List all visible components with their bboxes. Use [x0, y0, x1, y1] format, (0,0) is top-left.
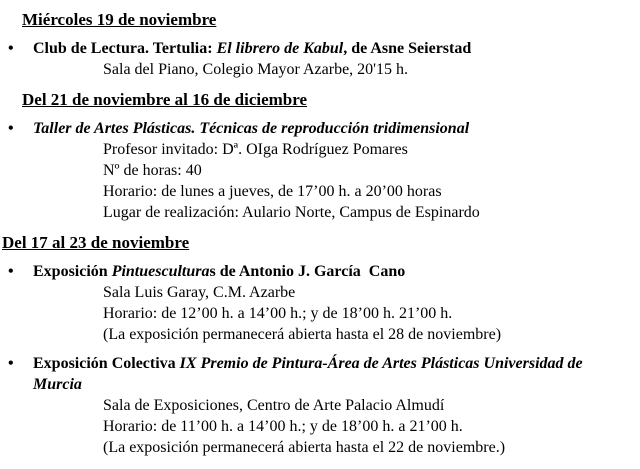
event-title	[33, 261, 624, 282]
section-heading-miercoles-19: Miércoles 19 de noviembre	[22, 10, 217, 29]
event-item-exposicion-colectiva	[0, 353, 624, 458]
detail-line: Horario: de 12’00 h. a 14’00 h.; y de 18’00 h. 21’00 h.	[103, 305, 453, 322]
event-item-exposicion-pintuesculturas	[0, 261, 624, 345]
title-segment: Club de Lectura. Tertulia:	[33, 40, 217, 57]
section-heading-del-17-al-23: Del 17 al 23 de noviembre	[2, 233, 190, 252]
title-segment: Exposición	[33, 263, 112, 280]
bullet-icon: •	[8, 120, 14, 137]
section-heading-del-21-nov: Del 21 de noviembre al 16 de diciembre	[22, 90, 308, 109]
detail-line: (La exposición permanecerá abierta hasta el 28 de noviembre)	[103, 326, 502, 343]
detail-line: Nº de horas: 40	[103, 162, 202, 179]
event-details	[103, 59, 624, 80]
event-details	[103, 282, 624, 345]
event-title	[33, 118, 624, 139]
event-details	[103, 395, 624, 458]
bullet-icon: •	[8, 355, 14, 372]
title-segment: Exposición Colectiva	[33, 355, 180, 372]
title-segment-italic: El librero de Kabul	[216, 40, 344, 57]
detail-line: Lugar de realización: Aulario Norte, Campus de Espinardo	[103, 204, 480, 221]
event-title	[33, 38, 624, 59]
detail-line: Horario: de lunes a jueves, de 17’00 h. a 20’00 horas	[103, 183, 442, 200]
title-segment-italic: Taller de Artes Plásticas. Técnicas de reproducción tridimensional	[33, 120, 470, 137]
event-details	[103, 139, 624, 223]
detail-line: Sala Luis Garay, C.M. Azarbe	[103, 284, 296, 301]
detail-line: Horario: de 11’00 h. a 14’00 h.; y de 18’00 h. a 21’00 h.	[103, 418, 463, 435]
event-title	[33, 353, 624, 395]
detail-line: (La exposición permanecerá abierta hasta el 22 de noviembre.)	[103, 439, 506, 456]
title-segment: , de Asne Seierstad	[343, 40, 472, 57]
bullet-icon: •	[8, 40, 14, 57]
title-segment-italic: IX Premio de Pintura-Área de Artes Plásticas Universidad de Murcia	[33, 355, 587, 393]
event-item-club-de-lectura	[0, 38, 624, 80]
detail-line: Sala de Exposiciones, Centro de Arte Palacio Almudí	[103, 397, 445, 414]
event-item-taller-artes-plasticas	[0, 118, 624, 223]
detail-line: Sala del Piano, Colegio Mayor Azarbe, 20'15 h.	[103, 61, 409, 78]
title-segment: s de Antonio J. García Cano	[209, 263, 406, 280]
title-segment-italic: Pintuescultura	[111, 263, 210, 280]
detail-line: Profesor invitado: Dª. OIga Rodríguez Pomares	[103, 141, 408, 158]
bullet-icon: •	[8, 263, 14, 280]
